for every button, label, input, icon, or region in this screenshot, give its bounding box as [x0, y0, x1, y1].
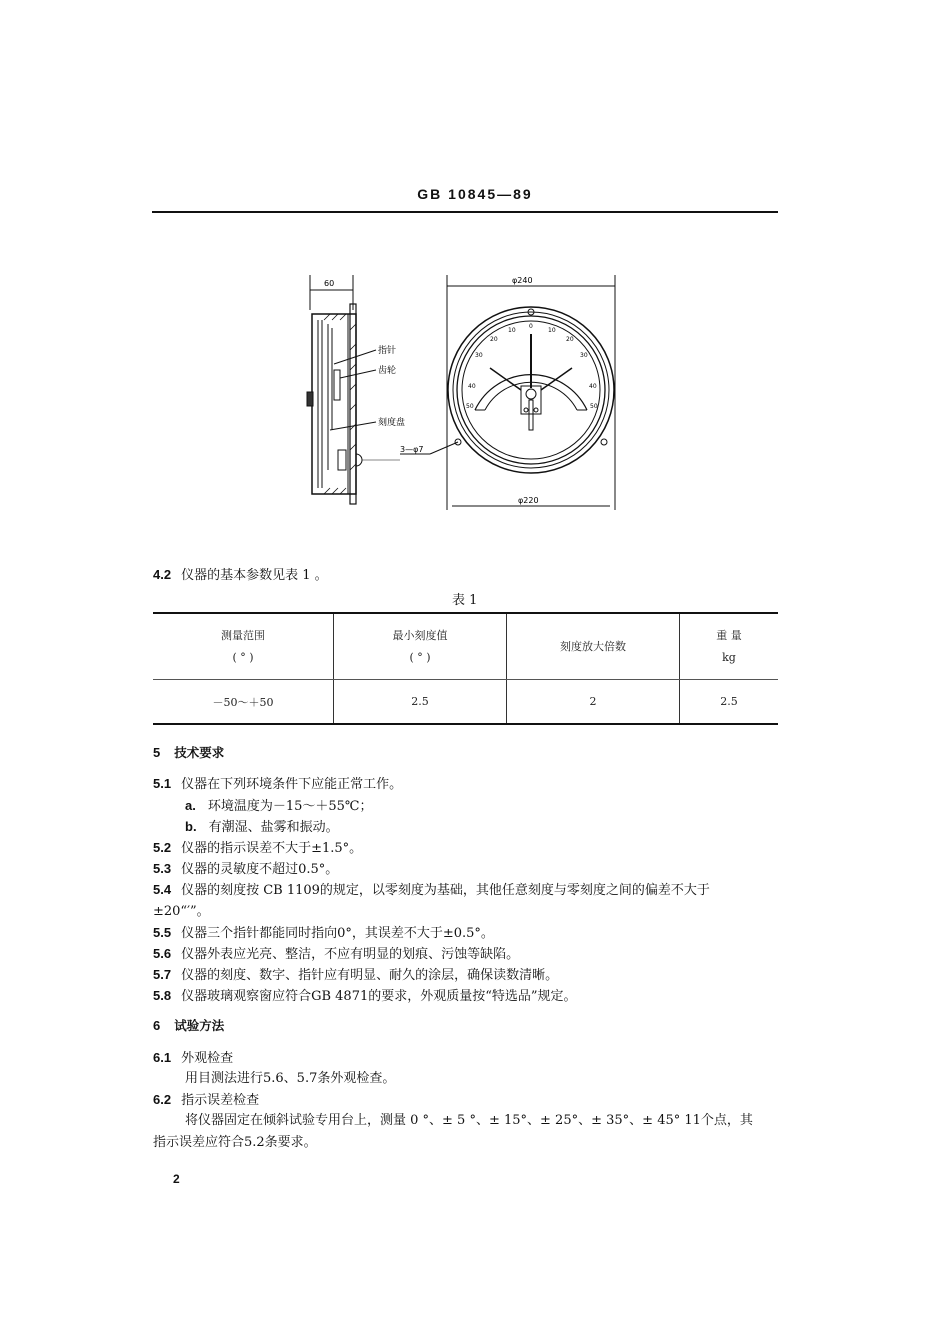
clause-5-5: 5.5 仪器三个指针都能同时指向0°，其误差不大于±0.5°。: [153, 925, 494, 941]
clause-5-3: 5.3 仪器的灵敏度不超过0.5°。: [153, 861, 339, 877]
section-6-heading: 6 试验方法: [153, 1018, 225, 1033]
table-header-row: [153, 613, 778, 680]
svg-text:20: 20: [490, 336, 498, 343]
clause-5-7: 5.7 仪器的刻度、数字、指针应有明显、耐久的涂层，确保读数清晰。: [153, 967, 559, 983]
svg-text:φ240: φ240: [512, 276, 533, 285]
clause-6-1-body: 用目测法进行5.6、5.7条外观检查。: [185, 1071, 396, 1086]
svg-text:齿轮: 齿轮: [378, 366, 397, 376]
clause-5-8: 5.8 仪器玻璃观察窗应符合GB 4871的要求，外观质量按“特选品”规定。: [153, 988, 577, 1004]
section-number: 4.2: [153, 567, 172, 582]
svg-text:φ220: φ220: [518, 496, 539, 505]
svg-text:刻度盘: 刻度盘: [378, 418, 406, 428]
table-row: [153, 680, 778, 725]
table-header-cell: 刻度放大倍数: [507, 613, 680, 680]
page-number: 2: [173, 1172, 180, 1186]
clause-5-4-continued: ±20“′”。: [153, 904, 210, 919]
parameters-table: [153, 612, 778, 725]
clause-5-6: 5.6 仪器外表应光亮、整洁，不应有明显的划痕、污蚀等缺陷。: [153, 946, 520, 962]
clause-6-2-body: 将仪器固定在倾斜试验专用台上，测量 0 °、± 5 °、± 15°、± 25°、± 35°、± 45° 11个点，其: [185, 1113, 753, 1128]
clause-5-4: 5.4 仪器的刻度按 CB 1109的规定，以零刻度为基础，其他任意刻度与零刻度之间的偏差不大于: [153, 882, 710, 898]
table-caption: 表 1: [452, 593, 478, 608]
svg-text:30: 30: [580, 352, 588, 359]
table-cell: 2.5: [334, 680, 507, 725]
svg-text:3—φ7: 3—φ7: [400, 445, 424, 454]
svg-text:50: 50: [466, 403, 474, 410]
section-5-heading: 5 技术要求: [153, 745, 225, 760]
table-cell: 2.5: [680, 680, 779, 725]
header-rule: [152, 211, 778, 213]
svg-text:10: 10: [508, 327, 516, 334]
table-header-cell: 最小刻度值 ( ° ): [334, 613, 507, 680]
clause-6-2-body-continued: 指示误差应符合5.2条要求。: [153, 1135, 317, 1150]
svg-text:20: 20: [566, 336, 574, 343]
section-4-2: [153, 565, 328, 586]
clause-5-1: 5.1 仪器在下列环境条件下应能正常工作。: [153, 776, 403, 792]
table-cell: 2: [507, 680, 680, 725]
instrument-drawing: [290, 270, 630, 520]
section-text: 仪器的基本参数见表 1 。: [181, 568, 328, 583]
svg-text:10: 10: [548, 327, 556, 334]
svg-text:0: 0: [529, 323, 533, 330]
svg-text:40: 40: [468, 383, 476, 390]
table-header-cell: 测量范围 ( ° ): [153, 613, 334, 680]
table-header-cell: 重 量 kg: [680, 613, 779, 680]
side-view: [307, 275, 400, 504]
svg-text:50: 50: [590, 403, 598, 410]
svg-text:40: 40: [589, 383, 597, 390]
table-cell: －50～＋50: [153, 680, 334, 725]
clause-6-1-title: 6.1 外观检查: [153, 1050, 234, 1066]
svg-text:60: 60: [324, 279, 335, 288]
svg-text:30: 30: [475, 352, 483, 359]
svg-text:指针: 指针: [378, 346, 397, 356]
clause-5-1-a: a. 环境温度为－15～＋55℃；: [185, 798, 373, 814]
document-header-title: GB 10845—89: [417, 186, 533, 202]
clause-5-2: 5.2 仪器的指示误差不大于±1.5°。: [153, 840, 363, 856]
clause-6-2-title: 6.2 指示误差检查: [153, 1092, 260, 1108]
clause-5-1-b: b. 有潮湿、盐雾和振动。: [185, 819, 339, 835]
